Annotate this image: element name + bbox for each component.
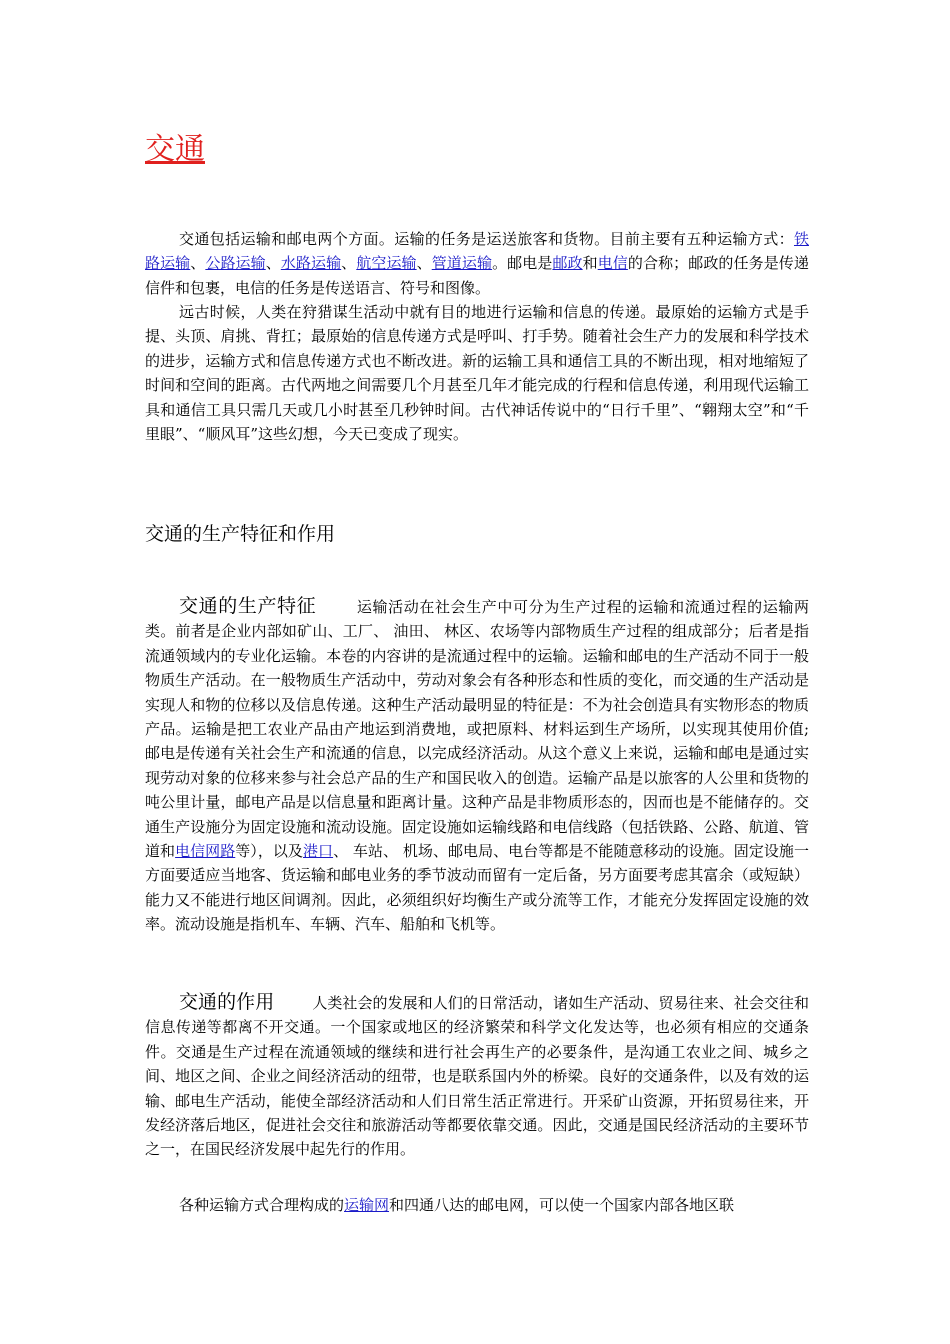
link-port[interactable]: 港口 bbox=[302, 842, 334, 861]
separator: 、 bbox=[341, 254, 357, 273]
separator: 、 bbox=[190, 254, 206, 273]
page-title-link[interactable]: 交通 bbox=[145, 132, 205, 167]
text-run: 、 车站、 机场、邮电局、电台等都是不能随意移动的设施。固定设施一方面要适应当地客、货运输和邮电业务的季节波动而留有一定后备，另方面要考虑其富余（或短缺）能力又不能进行地区间调剂。因此，必须组织好均衡生产或分流等工作，才能充分发挥固定设施的效率。流动设施是指机车、车辆、汽车、船舶和飞机等。 bbox=[145, 842, 809, 934]
link-air-transport[interactable]: 航空运输 bbox=[356, 254, 417, 273]
paragraph-role bbox=[145, 990, 809, 1162]
link-telecom[interactable]: 电信 bbox=[597, 254, 628, 273]
subheading-role: 交通的作用 bbox=[179, 991, 275, 1013]
link-pipeline-transport[interactable]: 管道运输 bbox=[431, 254, 493, 273]
text-run: 和四通八达的邮电网，可以使一个国家内部各地区联 bbox=[389, 1196, 735, 1214]
paragraph-intro bbox=[145, 227, 809, 300]
link-transport-network[interactable]: 运输网 bbox=[344, 1196, 390, 1214]
separator: 、 bbox=[265, 254, 281, 273]
paragraph-networks bbox=[145, 1193, 809, 1217]
text-run: 等），以及 bbox=[235, 842, 303, 861]
link-road-transport[interactable]: 公路运输 bbox=[205, 254, 266, 273]
paragraph-production-features bbox=[145, 594, 809, 937]
paragraph-history: 远古时候，人类在狩猎谋生活动中就有目的地进行运输和信息的传递。最原始的运输方式是手提、头顶、肩挑、背扛；最原始的信息传递方式是呼叫、打手势。随着社会生产力的发展和科学技术的进步，运输方式和信息传递方式也不断改进。新的运输工具和通信工具的不断出现，相对地缩短了时间和空间的距离。古代两地之间需要几个月甚至几年才能完成的行程和信息传递，利用现代运输工具和通信工具只需几天或几小时甚至几秒钟时间。古代神话传说中的“日行千里”、“翱翔太空”和“千里眼”、“顺风耳”这些幻想，今天已变成了现实。 bbox=[145, 303, 809, 444]
link-telecom-network[interactable]: 电信网路 bbox=[175, 842, 236, 861]
text-run: 的合称；邮政的任务是传递信件和包裹，电信的任务是传送语言、符号和图像。 bbox=[145, 254, 809, 297]
link-railway-transport[interactable]: 铁路运输 bbox=[145, 230, 809, 273]
text-run: 人类社会的发展和人们的日常活动，诸如生产活动、贸易往来、社会交往和信息传递等都离不开交通。一个国家或地区的经济繁荣和科学文化发达等，也必须有相应的交通条件。交通是生产过程在流通领域的继续和进行社会再生产的必要条件，是沟通工农业之间、城乡之间、地区之间、企业之间经济活动的纽带，也是联系国内外的桥梁。良好的交通条件，以及有效的运输、邮电生产活动，能使全部经济活动和人们日常生活正常进行。开采矿山资源，开拓贸易往来，开发经济落后地区，促进社会交往和旅游活动等都要依靠交通。因此，交通是国民经济活动的主要环节之一，在国民经济发展中起先行的作用。 bbox=[145, 994, 809, 1159]
text-run: 交通包括运输和邮电两个方面。运输的任务是运送旅客和货物。目前主要有五种运输方式： bbox=[179, 230, 794, 248]
link-postal[interactable]: 邮政 bbox=[552, 254, 583, 273]
section-heading: 交通的生产特征和作用 bbox=[145, 523, 336, 545]
link-water-transport[interactable]: 水路运输 bbox=[280, 254, 342, 273]
separator: 、 bbox=[416, 254, 432, 273]
text-run: 。邮电是 bbox=[492, 254, 553, 273]
text-run: 和 bbox=[582, 254, 598, 273]
text-run: 各种运输方式合理构成的 bbox=[179, 1196, 345, 1214]
text-run: 运输活动在社会生产中可分为生产过程的运输和流通过程的运输两类。前者是企业内部如矿山、工厂、 油田、 林区、农场等内部物质生产过程的组成部分；后者是指流通领域内的专业化运输。本卷的内容讲的是流通过程中的运输。运输和邮电的生产活动不同于一般物质生产活动。在一般物质生产活动中，劳动对象会有各种形态和性质的变化，而交通的生产活动是实现人和物的位移以及信息传递。这种生产活动最明显的特征是：不为社会创造具有实物形态的物质产品。运输是把工农业产品由产地运到消费地，或把原料、材料运到生产场所，以实现其使用价值;邮电是传递有关社会生产和流通的信息，以完成经济活动。从这个意义上来说，运输和邮电是通过实现劳动对象的位移来参与社会总产品的生产和国民收入的创造。运输产品是以旅客的人公里和货物的吨公里计量，邮电产品是以信息量和距离计量。这种产品是非物质形态的，因而也是不能储存的。交通生产设施分为固定设施和流动设施。固定设施如运输线路和电信线路（包括铁路、公路、航道、管道和 bbox=[145, 598, 809, 861]
subheading-production-features: 交通的生产特征 bbox=[179, 595, 317, 617]
